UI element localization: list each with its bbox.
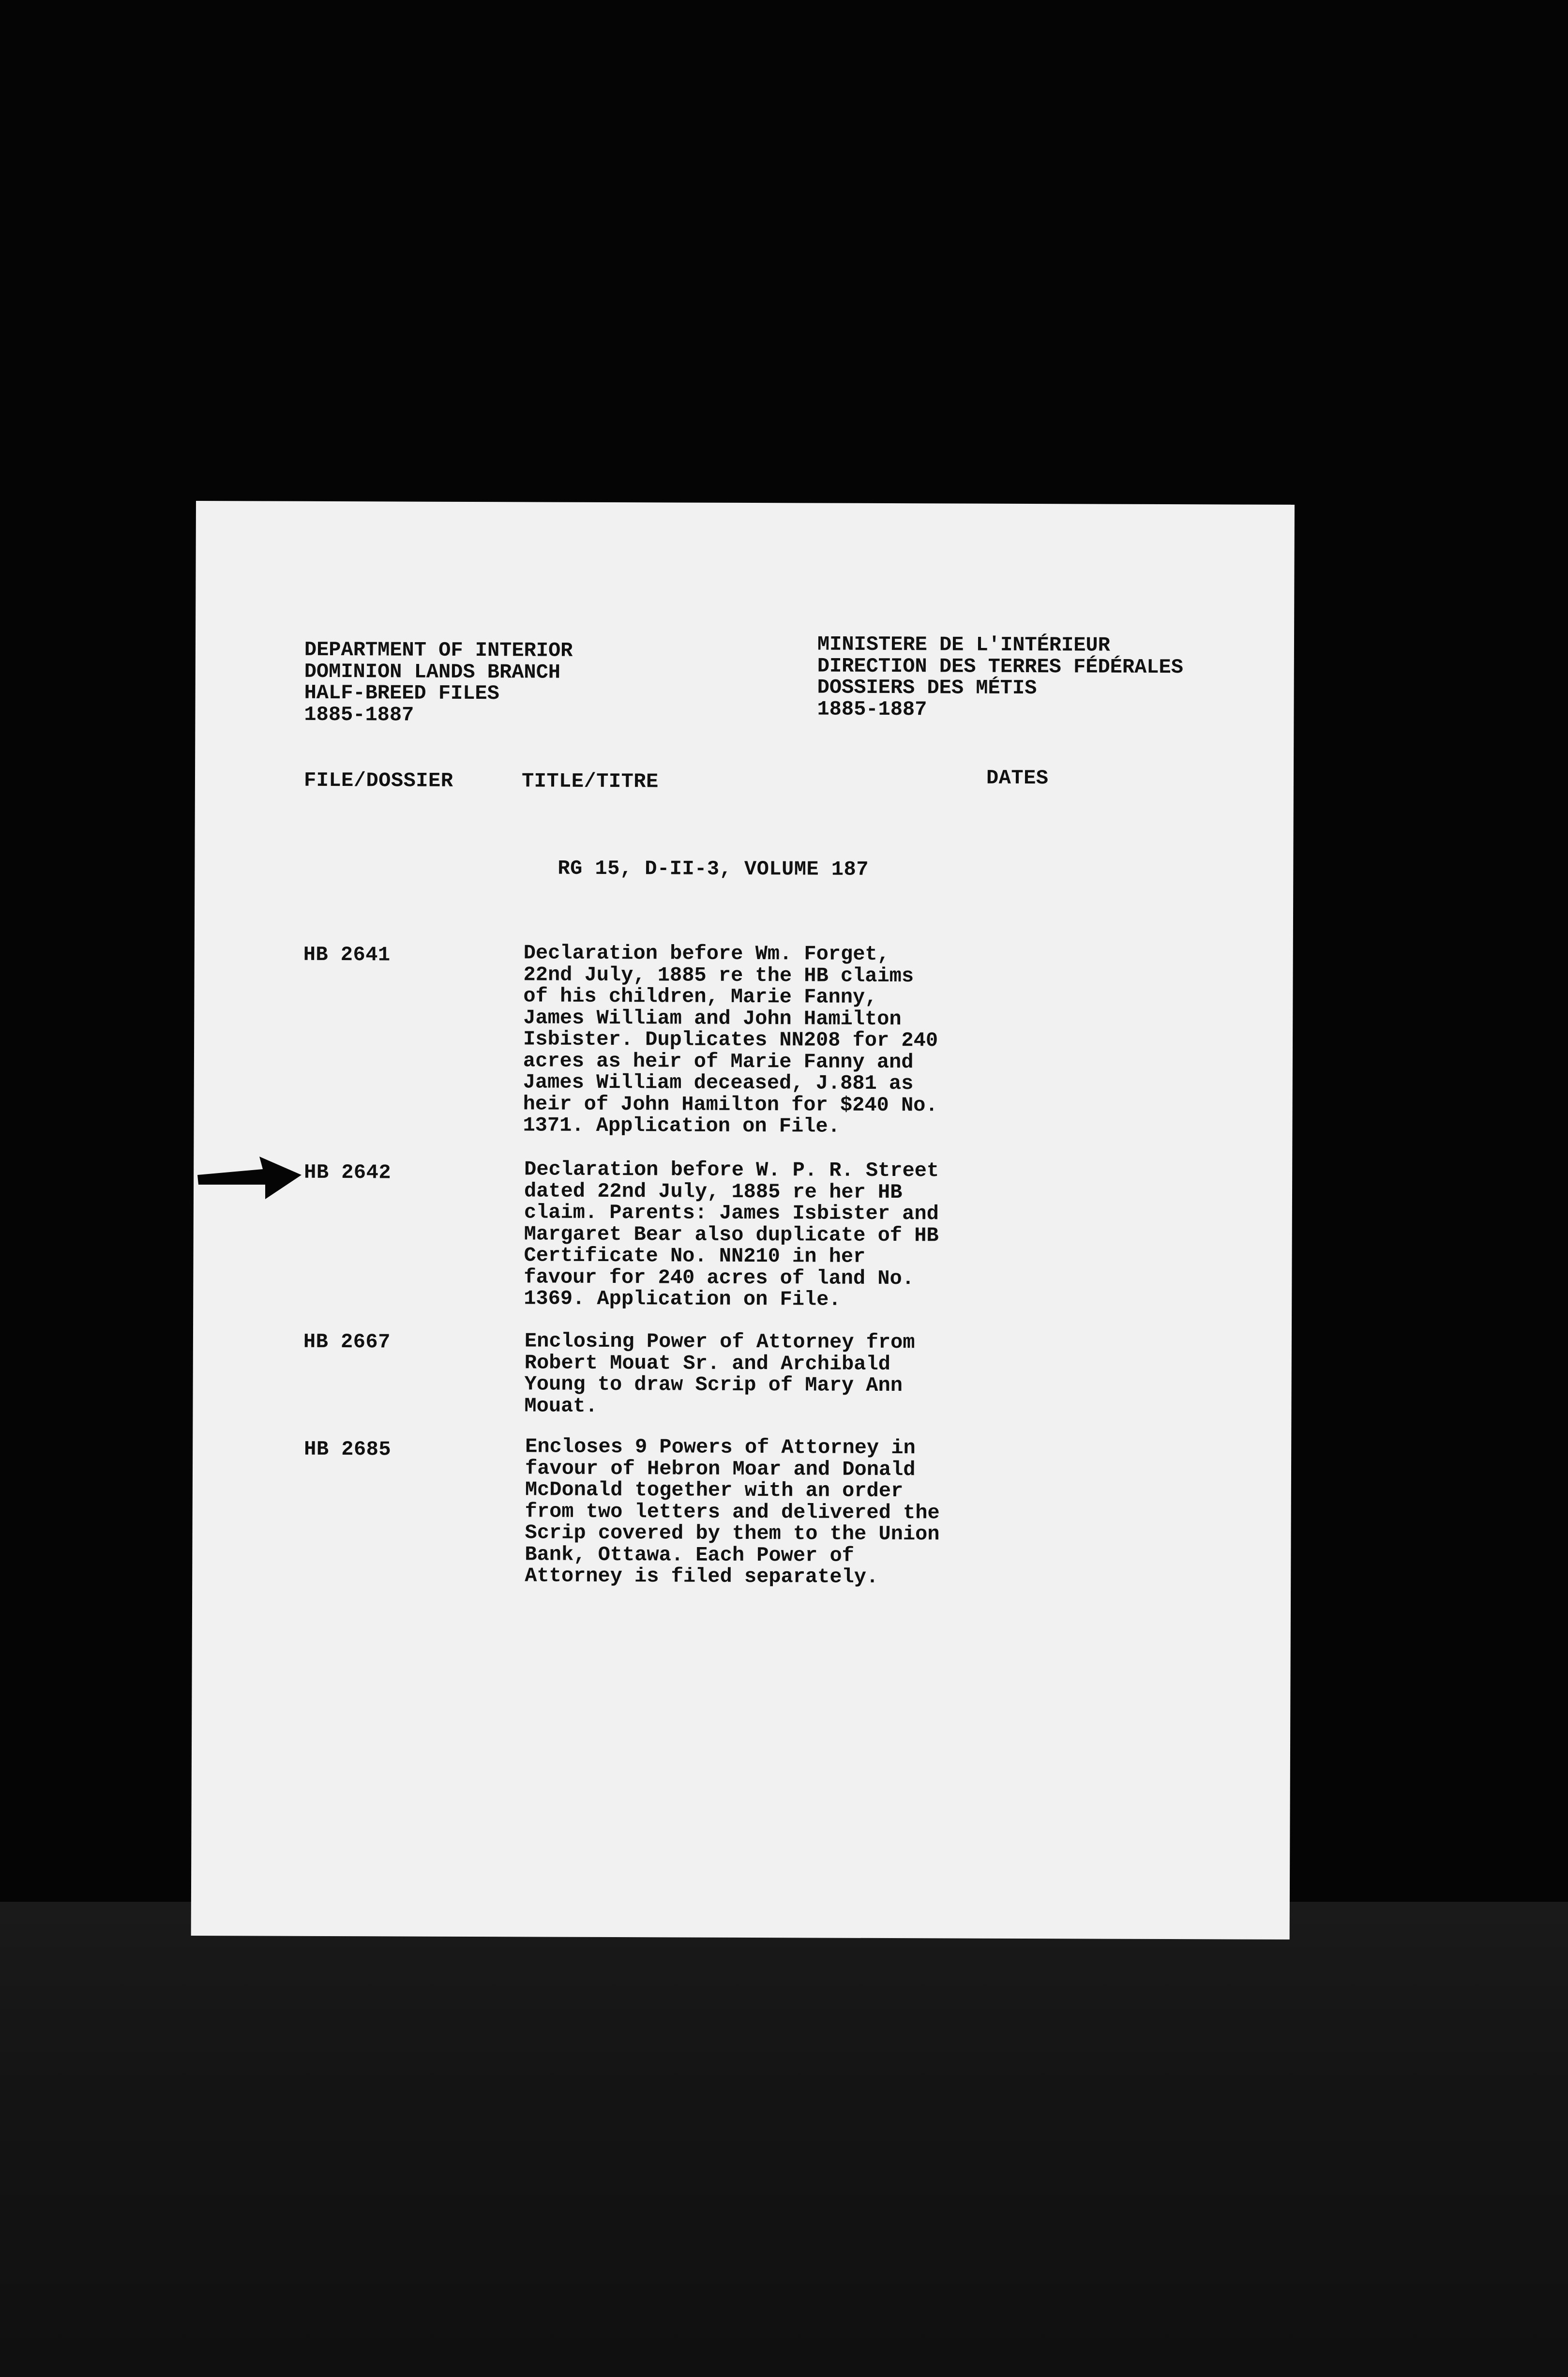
entry-line: 22nd July, 1885 re the HB claims xyxy=(523,963,914,988)
document-page xyxy=(191,501,1295,1940)
entry-line: Enclosing Power of Attorney from xyxy=(524,1329,915,1354)
entry-description xyxy=(523,942,938,1137)
entry-line: of his children, Marie Fanny, xyxy=(523,984,877,1009)
header-left xyxy=(304,639,573,726)
volume-reference: RG 15, D-II-3, VOLUME 187 xyxy=(558,857,869,881)
header-left-line: 1885-1887 xyxy=(304,703,414,727)
entry-description xyxy=(524,1158,939,1310)
entry-line: from two letters and delivered the xyxy=(525,1499,940,1524)
entry-line: Certificate No. NN210 in her xyxy=(524,1244,866,1268)
entry-line: Bank, Ottawa. Each Power of xyxy=(525,1542,855,1567)
entry-file-number: HB 2641 xyxy=(303,943,391,967)
entry-line: Mouat. xyxy=(524,1394,598,1418)
entry-file-number: HB 2642 xyxy=(304,1160,392,1185)
entry-line: Young to draw Scrip of Mary Ann xyxy=(524,1372,903,1398)
entry-line: Declaration before Wm. Forget, xyxy=(523,941,890,966)
entry-line: claim. Parents: James Isbister and xyxy=(524,1201,939,1226)
entry-line: Encloses 9 Powers of Attorney in xyxy=(525,1435,916,1460)
entry-line: favour of Hebron Moar and Donald xyxy=(525,1456,916,1481)
header-right xyxy=(817,633,1183,721)
header-left-line: DEPARTMENT OF INTERIOR xyxy=(304,638,573,662)
entry-description xyxy=(524,1330,915,1418)
entry-line: Margaret Bear also duplicate of HB xyxy=(524,1222,939,1247)
entry-line: favour for 240 acres of land No. xyxy=(524,1265,915,1290)
entry-line: Attorney is filed separately. xyxy=(525,1564,879,1589)
header-right-line: 1885-1887 xyxy=(817,697,927,721)
header-right-line: DIRECTION DES TERRES FÉDÉRALES xyxy=(817,654,1184,679)
entry-line: acres as heir of Marie Fanny and xyxy=(523,1049,914,1074)
header-left-line: HALF-BREED FILES xyxy=(304,681,499,706)
entry-line: James William and John Hamilton xyxy=(523,1006,902,1031)
entry-line: McDonald together with an order xyxy=(525,1478,904,1503)
entry-line: James William deceased, J.881 as xyxy=(523,1070,914,1096)
entry-line: heir of John Hamilton for $240 No. xyxy=(523,1092,938,1117)
entry-line: 1369. Application on File. xyxy=(524,1287,841,1311)
entry-line: dated 22nd July, 1885 re her HB xyxy=(524,1179,903,1204)
header-right-line: DOSSIERS DES MÉTIS xyxy=(817,676,1037,700)
entry-description xyxy=(525,1436,940,1588)
entry-line: 1371. Application on File. xyxy=(523,1113,840,1138)
dark-background-band xyxy=(0,1902,1568,2377)
header-left-line: DOMINION LANDS BRANCH xyxy=(304,660,561,684)
entry-line: Isbister. Duplicates NN208 for 240 xyxy=(523,1027,938,1053)
pointer-arrow-icon xyxy=(197,1157,304,1200)
entry-line: Declaration before W. P. R. Street xyxy=(524,1158,939,1183)
entry-file-number: HB 2685 xyxy=(304,1437,392,1461)
column-header-dates: DATES xyxy=(986,766,1049,790)
header-right-line: MINISTERE DE L'INTÉRIEUR xyxy=(817,632,1110,657)
entry-line: Scrip covered by them to the Union xyxy=(525,1521,940,1546)
entry-file-number: HB 2667 xyxy=(303,1330,391,1354)
column-header-file: FILE/DOSSIER xyxy=(303,768,453,793)
column-header-title: TITLE/TITRE xyxy=(521,769,659,794)
entry-line: Robert Mouat Sr. and Archibald xyxy=(524,1351,890,1376)
